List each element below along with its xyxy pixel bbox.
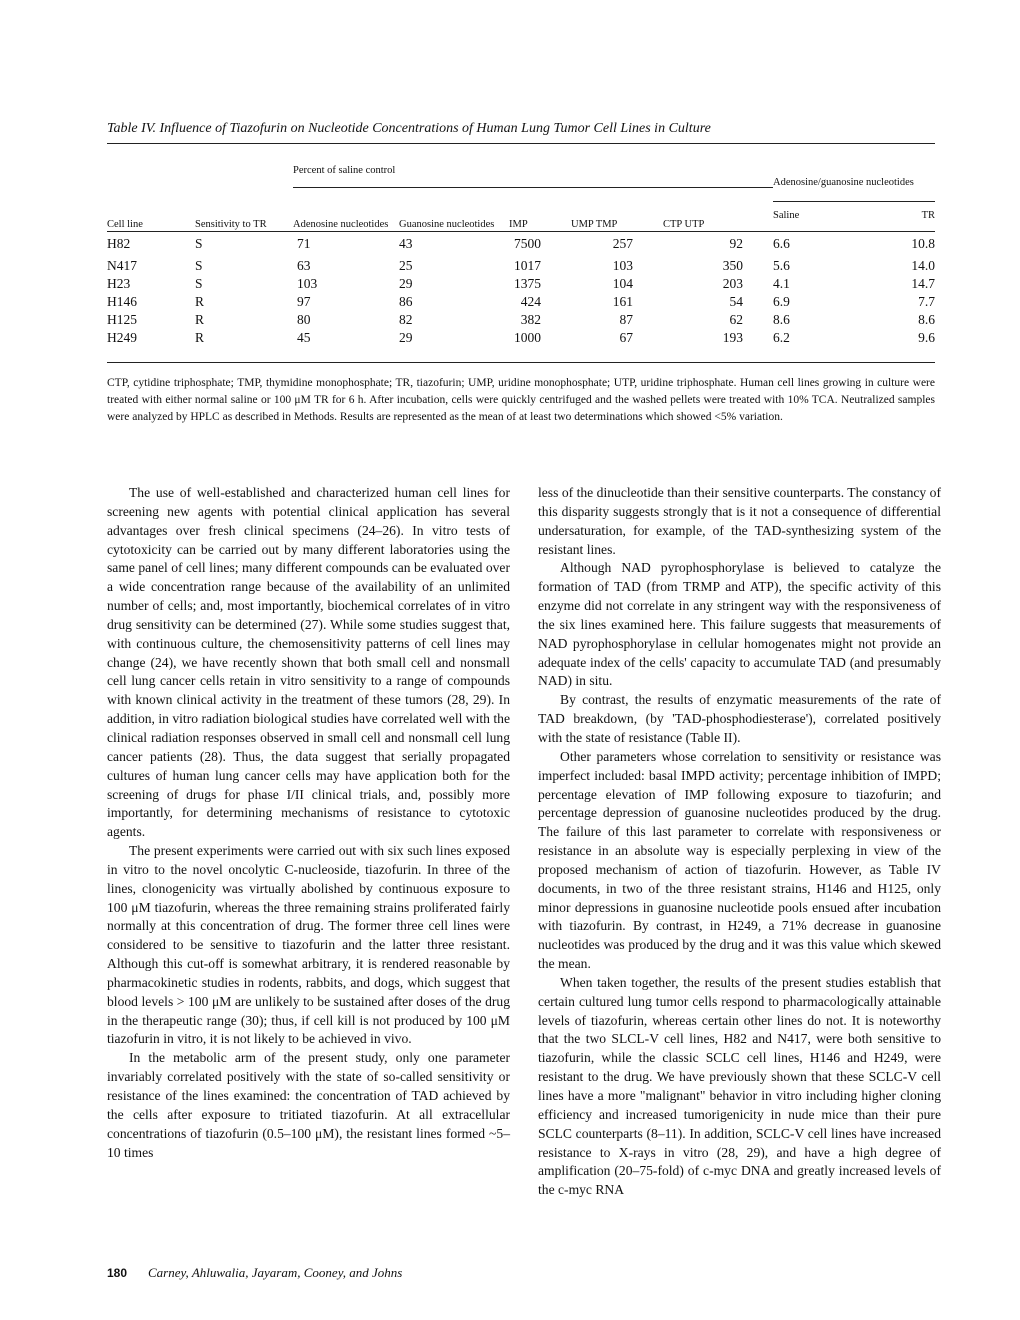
col-header: Cell line <box>107 218 143 230</box>
table-cell: S <box>195 258 203 273</box>
col-header: Guanosine nucleotides <box>399 218 495 230</box>
table-footnote: CTP, cytidine triphosphate; TMP, thymidine monophosphate; TR, tiazofurin; UMP, uridine monophosphate; UTP, uridine triphosphate. Human cell lines growing in culture were treated with either normal saline or 100 μM TR for 6 h. After incubation, cells were quickly centrifuged and the washed pellets were treated with 10% TCA. Neutralized samples were analyzed by HPLC as described in Methods. Results are represented as the mean of at least two determinations which showed <5% variation. <box>107 377 935 423</box>
table-cell: 62 <box>729 312 743 327</box>
table-cell: 382 <box>520 312 541 327</box>
table-cell: 424 <box>520 294 541 309</box>
table-cell: S <box>195 236 203 252</box>
table-row <box>107 329 935 347</box>
table-cell: 87 <box>619 312 633 327</box>
table-cell: N417 <box>107 258 137 273</box>
table-cell: 103 <box>297 276 318 291</box>
table-cell: 104 <box>612 276 633 291</box>
table-cell: 54 <box>729 294 743 309</box>
table-row <box>107 293 935 311</box>
page-number: 180 <box>107 1266 128 1280</box>
nucleotide-table <box>107 165 935 347</box>
table-cell: 63 <box>297 258 311 273</box>
group-header-ratio: Adenosine/guanosine nucleotides <box>773 176 914 188</box>
table-cell: 86 <box>399 294 413 309</box>
table-cell: 67 <box>619 330 633 345</box>
table-cell: 4.1 <box>773 276 790 291</box>
table-row <box>107 311 935 329</box>
col-header: Sensitivity to TR <box>195 218 267 230</box>
running-footer-authors: Carney, Ahluwalia, Jayaram, Cooney, and Johns <box>148 1265 403 1280</box>
col-header: TR <box>857 201 935 231</box>
table-cell: 1375 <box>514 276 541 291</box>
table-cell: S <box>195 276 203 291</box>
left-column <box>107 484 510 1162</box>
table-top-rule <box>107 143 935 144</box>
table-cell: 92 <box>729 236 743 252</box>
table-cell: 6.9 <box>773 294 790 309</box>
table-cell: 10.8 <box>911 236 935 252</box>
table-cell: R <box>195 294 205 309</box>
table-caption: Table IV. Influence of Tiazofurin on Nucleotide Concentrations of Human Lung Tumor Cell Lines in Culture <box>107 121 711 136</box>
paragraph: Although NAD pyrophosphorylase is believed to catalyze the formation of TAD (from TRMP and ATP), the specific activity of this enzyme did not correlate in any stringent way with the responsiveness of the six lines examined here. This failure suggests that measurements of NAD pyrophosphorylase in cellular homogenates might not provide an adequate index of the cells' capacity to accumulate TAD (and presumably NAD) in situ. <box>538 560 941 689</box>
paragraph: In the metabolic arm of the present study, only one parameter invariably correlated positively with the state of so-called sensitivity or resistance of the lines examined: the concentration of TAD achieved by the cells after exposure to tritiated tiazofurin. At all extracellular concentrations of tiazofurin (0.5–100 μM), the resistant lines formed ~5–10 times <box>107 1050 510 1160</box>
table-cell: 350 <box>722 258 743 273</box>
table-cell: H125 <box>107 312 137 327</box>
table-cell: 80 <box>297 312 311 327</box>
right-column <box>538 484 941 1200</box>
table-cell: 29 <box>399 330 413 345</box>
table-cell: 71 <box>297 236 311 252</box>
table-cell: 8.6 <box>773 312 790 327</box>
table-cell: 203 <box>722 276 743 291</box>
paragraph: Other parameters whose correlation to sensitivity or resistance was imperfect included: basal IMPD activity; percentage inhibition of IMPD; percentage elevation of IMP following exposure to tiazofurin; and percentage depression of guanosine nucleotides produced by the drug. The failure of this last parameter to correlate with responsiveness or resistance in an absolute way is especially perplexing in view of the proposed mechanism of action of tiazofurin. However, as Table IV documents, in two of the three resistant strains, H146 and H125, only minor depressions in guanosine nucleotide pools ensued after incubation with tiazofurin. By contrast, in H249, a 71% decrease in guanosine nucleotides was produced by the drug and it was this value which skewed the mean. <box>538 748 941 972</box>
table-row <box>107 275 935 293</box>
table-cell: 6.6 <box>773 236 790 252</box>
table-cell: 193 <box>722 330 743 345</box>
paragraph: The use of well-established and characterized human cell lines for screening new agents with potential clinical application has several advantages over fresh clinical specimens (24–26). In vitro tests of cytotoxicity can be carried out by many different laboratories using the same panel of cell lines; many different compounds can be evaluated over a wide concentration range because of the availability of an unlimited number of cells; and, most importantly, biochemical correlates of in vitro drug sensitivity can be determined (27). While some studies suggest that, with continuous culture, the chemosensitivity patterns of cell lines may change (24), we have recently shown that both small cell and nonsmall cell lung cancer cells retain in vitro sensitivity to a range of compounds with known clinical activity in the treatment of these tumors (28, 29). In addition, in vitro radiation biological studies have correlated well with the clinical radiation responses observed in small cell and nonsmall cell lung cancer patients (28). Thus, the data suggest that serially propagated cultures of human lung cancer cells may have application both for the screening of drugs for phase I/II clinical trials, and, possibly more importantly, for determining mechanisms of resistance to cytotoxic agents. <box>107 485 510 840</box>
table-cell: R <box>195 330 205 345</box>
table-cell: 1017 <box>514 258 541 273</box>
table-cell: 5.6 <box>773 258 790 273</box>
col-header: IMP <box>509 218 528 230</box>
table-cell: 103 <box>612 258 633 273</box>
table-bottom-rule <box>107 362 935 363</box>
table-cell: 97 <box>297 294 311 309</box>
table-cell: 82 <box>399 312 413 327</box>
table-cell: 257 <box>612 236 633 252</box>
table-cell: 7.7 <box>918 294 935 309</box>
table-cell: 29 <box>399 276 413 291</box>
paragraph: less of the dinucleotide than their sensitive counterparts. The constancy of this disparity suggests strongly that is it not a consequence of differential undersaturation, for example, of the TAD-synthesizing system of the resistant lines. <box>538 485 941 557</box>
table-cell: 8.6 <box>918 312 935 327</box>
table-cell: 6.2 <box>773 330 790 345</box>
paragraph: The present experiments were carried out with six such lines exposed in vitro to the novel oncolytic C-nucleoside, tiazofurin. In three of the lines, clonogenicity was virtually abolished by continuous exposure to 100 μM tiazofurin, whereas the three remaining strains proliferated fairly normally at this concentration of drug. The former three cell lines were considered to be sensitive to tiazofurin and the latter three resistant. Although this cut-off is somewhat arbitrary, it is rendered reasonable by pharmacokinetic studies in rodents, rabbits, and dogs, which suggest that blood levels > 100 μM are unlikely to be sustained after doses of the drug in the therapeutic range (30); thus, if cell kill is not produced by 100 μM tiazofurin in vitro, it is not likely to be achieved in vivo. <box>107 843 510 1047</box>
table-cell: 1000 <box>514 330 541 345</box>
col-header: Adenosine nucleotides <box>293 218 389 230</box>
col-header: Saline <box>773 201 857 231</box>
table-cell: R <box>195 312 205 327</box>
table-cell: 25 <box>399 258 413 273</box>
paragraph: When taken together, the results of the present studies establish that certain cultured lung tumor cells respond to pharmacologically attainable levels of tiazofurin, whereas certain other lines do not. It is noteworthy that the two SLCL-V cell lines, H82 and N417, were both sensitive to tiazofurin, while the classic SCLC cell lines, H146 and H249, were resistant to the drug. We have previously shown that these SCLC-V cell lines have a more "malignant" behavior in vitro including higher cloning efficiency and increased tumorigenicity in nude mice than their pure SCLC counterparts (8–11). In addition, SCLC-V cell lines have increased resistance to X-rays in vitro (28, 29), and have a high degree of amplification (20–75-fold) of c-myc DNA and greatly increased levels of the c-myc RNA <box>538 974 941 1198</box>
table-cell: 14.0 <box>911 258 935 273</box>
table-cell: H82 <box>107 236 131 252</box>
col-header: CTP UTP <box>663 218 705 230</box>
group-header-percent: Percent of saline control <box>293 165 773 187</box>
table-cell: H249 <box>107 330 137 345</box>
table-row <box>107 231 935 257</box>
table-row <box>107 257 935 275</box>
table-cell: 43 <box>399 236 413 252</box>
table-cell: H23 <box>107 276 131 291</box>
table-cell: 7500 <box>514 236 541 252</box>
col-header: UMP TMP <box>571 218 618 230</box>
table-cell: 14.7 <box>911 276 935 291</box>
table-cell: 45 <box>297 330 311 345</box>
table-cell: 161 <box>612 294 633 309</box>
paragraph: By contrast, the results of enzymatic measurements of the rate of TAD breakdown, (by 'TAD-phosphodiesterase'), correlated positively with the state of resistance (Table II). <box>538 692 941 745</box>
table-cell: 9.6 <box>918 330 935 345</box>
table-cell: H146 <box>107 294 137 309</box>
